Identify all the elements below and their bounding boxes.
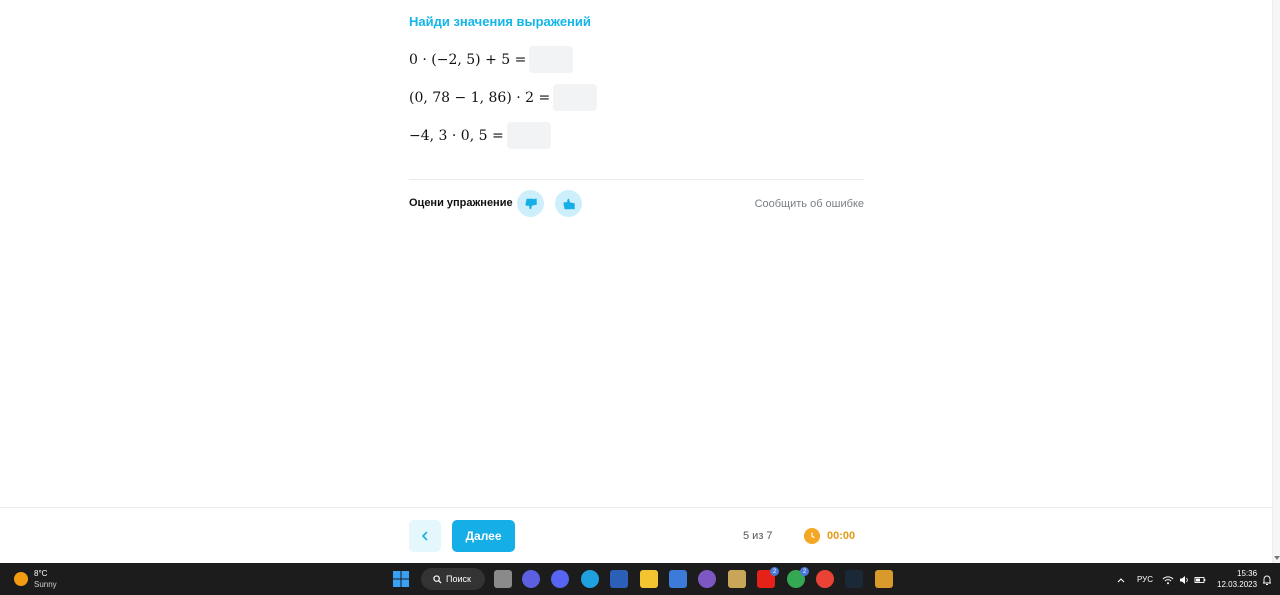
weather-description[interactable]: Sunny [34, 580, 57, 589]
thumbs-up-icon [562, 197, 576, 211]
task-title: Найди значения выражений [409, 14, 591, 29]
word-icon[interactable] [610, 570, 628, 588]
task-view-icon[interactable] [494, 570, 512, 588]
discord-icon[interactable] [551, 570, 569, 588]
expression-row-2 [409, 84, 597, 111]
clock-time[interactable]: 15:36 [1237, 569, 1258, 578]
file-explorer-icon[interactable] [640, 570, 658, 588]
search-label: Поиск [446, 574, 471, 584]
like-button[interactable] [555, 190, 582, 217]
edge-icon[interactable] [581, 570, 599, 588]
chrome-icon[interactable] [816, 570, 834, 588]
clock-date[interactable]: 12.03.2023 [1217, 580, 1258, 589]
wifi-icon[interactable] [1162, 573, 1174, 585]
scroll-down-arrow-icon[interactable] [1274, 556, 1280, 560]
game-icon[interactable] [875, 570, 893, 588]
battery-icon[interactable] [1194, 573, 1206, 585]
rate-label: Оцени упражнение [409, 197, 513, 209]
next-button[interactable]: Далее [452, 520, 515, 552]
clock-icon [804, 528, 820, 544]
report-error-link[interactable]: Сообщить об ошибке [754, 198, 864, 210]
taskbar-search[interactable] [421, 568, 485, 590]
chevron-left-icon [420, 531, 430, 541]
answer-input-2[interactable] [553, 84, 597, 111]
windows-start-icon[interactable] [392, 570, 410, 588]
progress-indicator: 5 из 7 [743, 530, 773, 542]
volume-icon[interactable] [1178, 573, 1190, 585]
thumbs-down-icon [524, 197, 538, 211]
chrome-profile-icon[interactable] [787, 570, 805, 588]
expression-2: (0, 78 − 1, 86) · 2 = [409, 89, 551, 106]
expression-1: 0 · (−2, 5) + 5 = [409, 51, 527, 68]
store-icon[interactable] [669, 570, 687, 588]
bottom-navigation-bar [0, 507, 1272, 563]
expression-3: −4, 3 · 0, 5 = [409, 127, 504, 144]
notifications-icon[interactable] [1261, 573, 1273, 585]
language-indicator[interactable]: РУС [1137, 575, 1154, 584]
sun-icon[interactable] [14, 572, 28, 586]
media-player-icon[interactable] [728, 570, 746, 588]
dislike-button[interactable] [517, 190, 544, 217]
back-button[interactable] [409, 520, 441, 552]
windows-taskbar [0, 563, 1280, 595]
search-icon [433, 575, 442, 584]
meet-icon[interactable] [522, 570, 540, 588]
answer-input-1[interactable] [529, 46, 573, 73]
answer-input-3[interactable] [507, 122, 551, 149]
youtube-badge: 2 [770, 567, 779, 576]
scrollbar[interactable] [1272, 0, 1280, 563]
weather-temperature[interactable]: 8°C [34, 569, 48, 578]
viber-icon[interactable] [698, 570, 716, 588]
expression-row-1 [409, 46, 573, 73]
chrome-profile-badge: 2 [800, 567, 809, 576]
expression-row-3 [409, 122, 551, 149]
youtube-icon[interactable] [757, 570, 775, 588]
timer: 00:00 [827, 530, 856, 542]
divider [409, 179, 864, 180]
steam-icon[interactable] [845, 570, 863, 588]
tray-chevron-up-icon[interactable] [1115, 573, 1127, 585]
